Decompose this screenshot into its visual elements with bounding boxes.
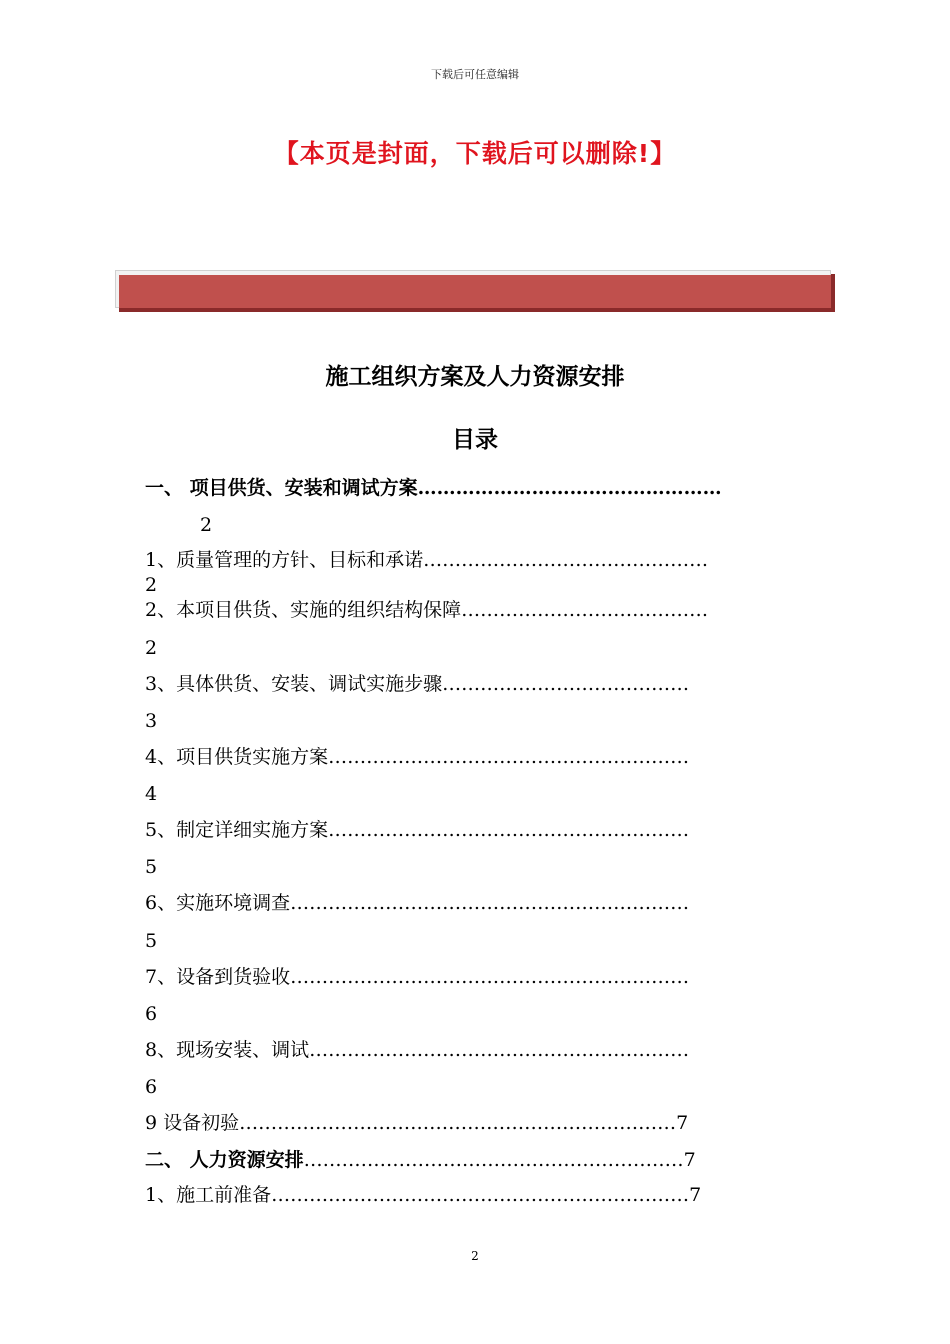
toc-leader: ………………………………………………… <box>328 746 690 768</box>
toc-leader: ……………………………………………………… <box>290 966 690 988</box>
toc-entry-text: 3、具体供货、安装、调试实施步骤 <box>145 673 443 695</box>
toc-leader: ……………………………………… <box>423 549 709 571</box>
toc-page-number: 5 <box>145 856 158 878</box>
toc-leader: ………………………………………………………… <box>271 1184 690 1206</box>
toc-entry-text: 1、施工前准备 <box>145 1184 272 1206</box>
decorative-banner <box>115 270 835 312</box>
toc-page-number: 7 <box>676 1112 689 1134</box>
toc-entry <box>145 476 722 500</box>
toc-page-number: 2 <box>145 574 158 596</box>
toc-entry <box>145 745 689 769</box>
toc-entry <box>145 965 689 989</box>
page-number: 2 <box>471 1249 479 1263</box>
toc-leader: ………………………………………… <box>417 477 722 499</box>
toc-entry-text: 4、项目供货实施方案 <box>145 746 329 768</box>
toc-entry <box>145 1038 689 1062</box>
toc-entry-text: 二、 人力资源安排 <box>145 1149 304 1171</box>
toc-page-number: 5 <box>145 930 158 952</box>
toc-entry <box>145 598 708 622</box>
toc-page-number: 3 <box>145 710 158 732</box>
toc-leader: …………………………………………………… <box>309 1039 690 1061</box>
toc-leader: ………………………………… <box>442 673 690 695</box>
toc-entry-text: 一、 项目供货、安装和调试方案 <box>145 477 418 499</box>
toc-entry-text: 6、实施环境调查 <box>145 892 291 914</box>
toc-title: 目录 <box>452 426 498 453</box>
toc-page-number: 6 <box>145 1003 158 1025</box>
toc-leader: ……………………………………………………… <box>290 892 690 914</box>
toc-page-number: 2 <box>145 637 158 659</box>
toc-entry <box>145 548 708 572</box>
toc-leader: ………………………………………………… <box>328 819 690 841</box>
toc-entry-text: 1、质量管理的方针、目标和承诺 <box>145 549 424 571</box>
toc-entry-text: 2、本项目供货、实施的组织结构保障 <box>145 599 462 621</box>
toc-page-number: 7 <box>689 1184 702 1206</box>
toc-entry <box>145 818 689 842</box>
toc-leader: …………………………………………………… <box>303 1149 684 1171</box>
toc-page-number: 4 <box>145 783 158 805</box>
toc-page-number: 6 <box>145 1076 158 1098</box>
toc-leader: …………………………………………………………… <box>239 1112 677 1134</box>
toc-page-number: 7 <box>683 1149 696 1171</box>
toc-entry <box>145 672 689 696</box>
toc-page-number: 2 <box>200 514 213 536</box>
toc-leader: ………………………………… <box>461 599 709 621</box>
toc-entry-text: 8、现场安装、调试 <box>145 1039 310 1061</box>
toc-entry-text: 7、设备到货验收 <box>145 966 291 988</box>
cover-notice: 【本页是封面，下载后可以删除!】 <box>273 139 677 168</box>
toc-entry <box>145 1111 688 1135</box>
header-note: 下载后可任意编辑 <box>431 68 519 81</box>
document-title: 施工组织方案及人力资源安排 <box>325 363 625 390</box>
toc-entry <box>145 1183 701 1207</box>
toc-entry <box>145 1148 696 1172</box>
toc-entry <box>145 891 689 915</box>
toc-entry-text: 9 设备初验 <box>145 1112 240 1134</box>
toc-entry-text: 5、制定详细实施方案 <box>145 819 329 841</box>
